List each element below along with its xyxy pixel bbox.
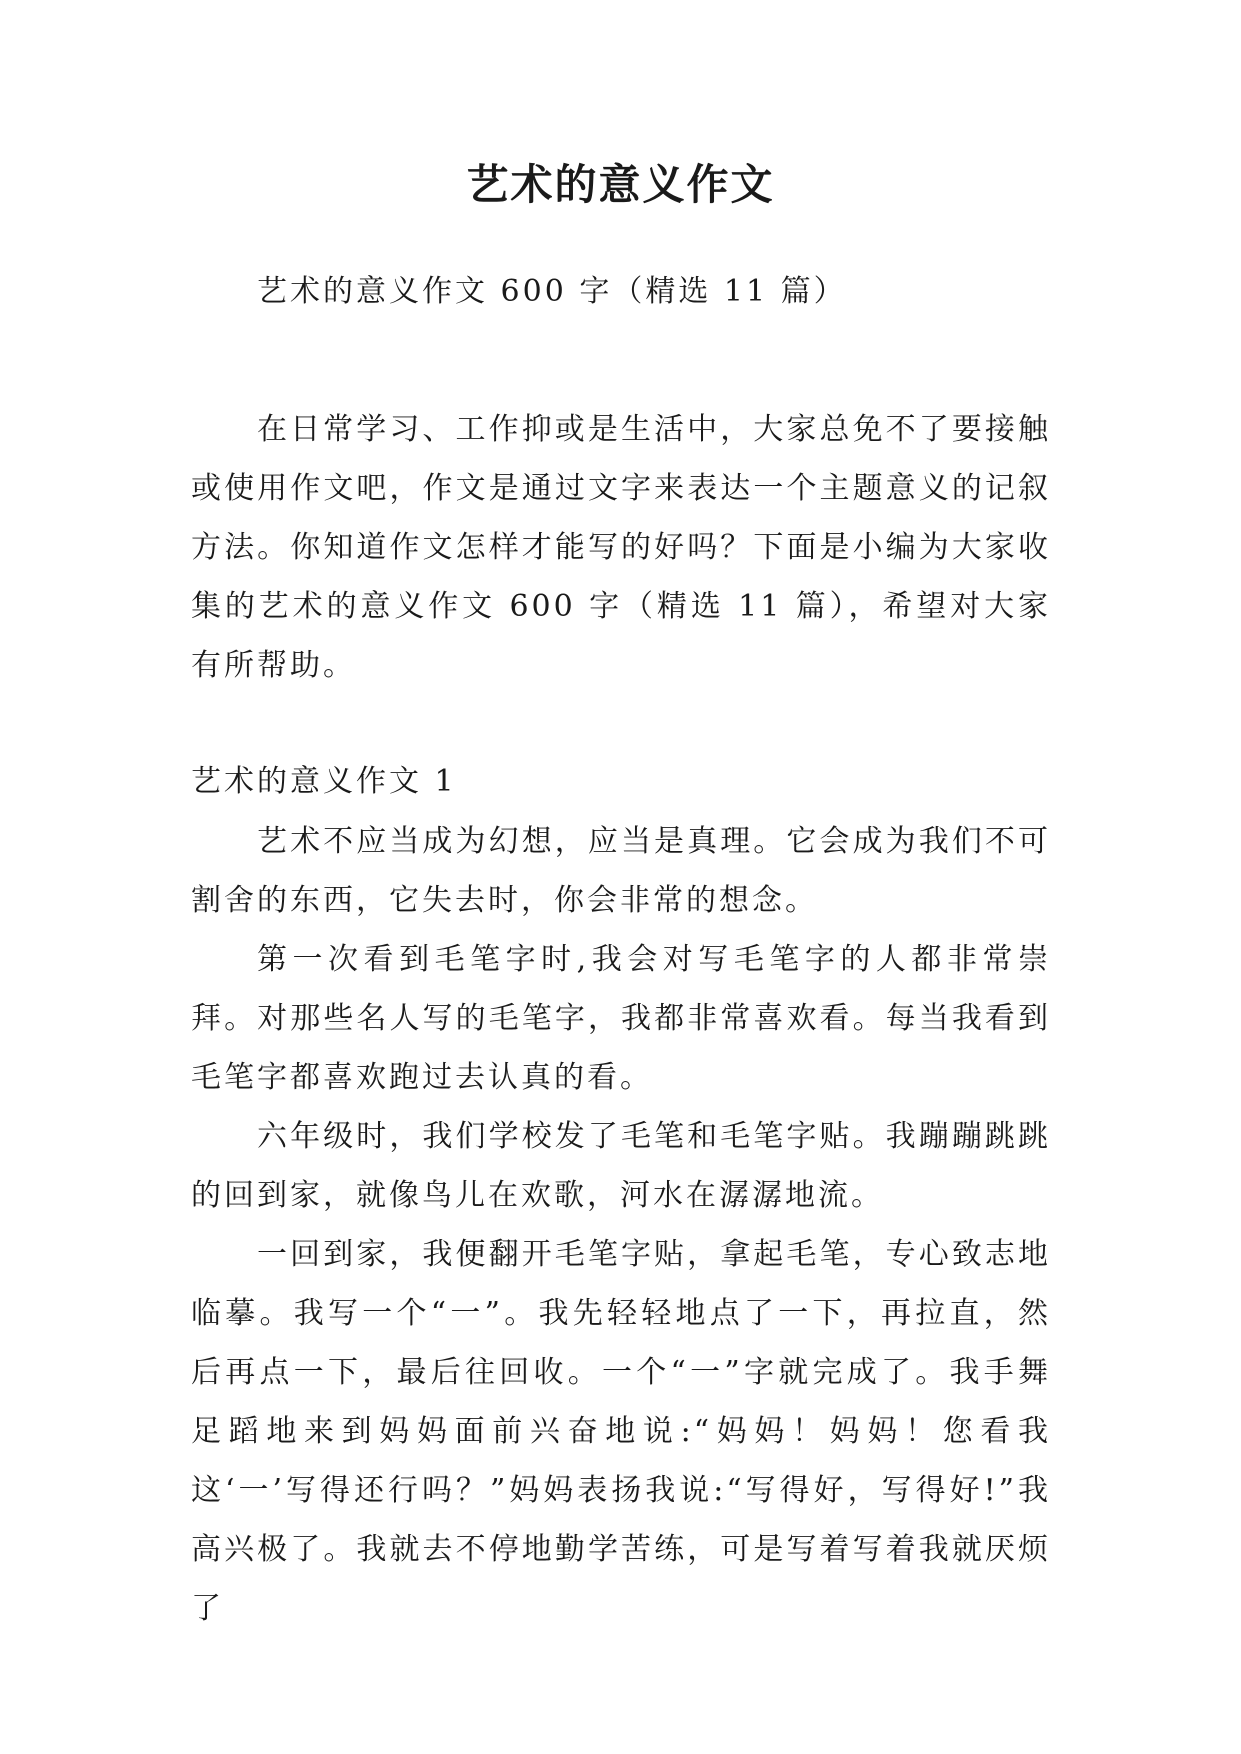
body-paragraph: 一回到家，我便翻开毛笔字贴，拿起毛笔，专心致志地临摹。我写一个“一”。我先轻轻地点了一下，再拉直，然后再点一下，最后往回收。一个“一”字就完成了。我手舞足蹈地来到妈妈面前兴奋地说:“妈妈！妈妈！您看我这‘一’写得还行吗？”妈妈表扬我说:“写得好，写得好!”我高兴极了。我就去不停地勤学苦练，可是写着写着我就厌烦了 <box>191 1237 1051 1626</box>
body-paragraph: 艺术不应当成为幻想，应当是真理。它会成为我们不可割舍的东西，它失去时，你会非常的想念。 <box>191 824 1051 918</box>
intro-paragraph: 在日常学习、工作抑或是生活中，大家总免不了要接触或使用作文吧，作文是通过文字来表达一个主题意义的记叙方法。你知道作文怎样才能写的好吗？下面是小编为大家收集的艺术的意义作文 600 字（精选 11 篇），希望对大家有所帮助。 <box>191 412 1051 683</box>
section-heading: 艺术的意义作文 1 <box>191 764 457 799</box>
body-paragraph: 六年级时，我们学校发了毛笔和毛笔字贴。我蹦蹦跳跳的回到家，就像鸟儿在欢歌，河水在潺潺地流。 <box>191 1119 1051 1213</box>
essay-body <box>191 812 1051 1638</box>
document-subtitle: 艺术的意义作文 600 字（精选 11 篇） <box>257 274 847 309</box>
page-title: 艺术的意义作文 <box>466 160 775 209</box>
body-paragraph: 第一次看到毛笔字时,我会对写毛笔字的人都非常崇拜。对那些名人写的毛笔字，我都非常喜欢看。每当我看到毛笔字都喜欢跑过去认真的看。 <box>191 942 1051 1095</box>
